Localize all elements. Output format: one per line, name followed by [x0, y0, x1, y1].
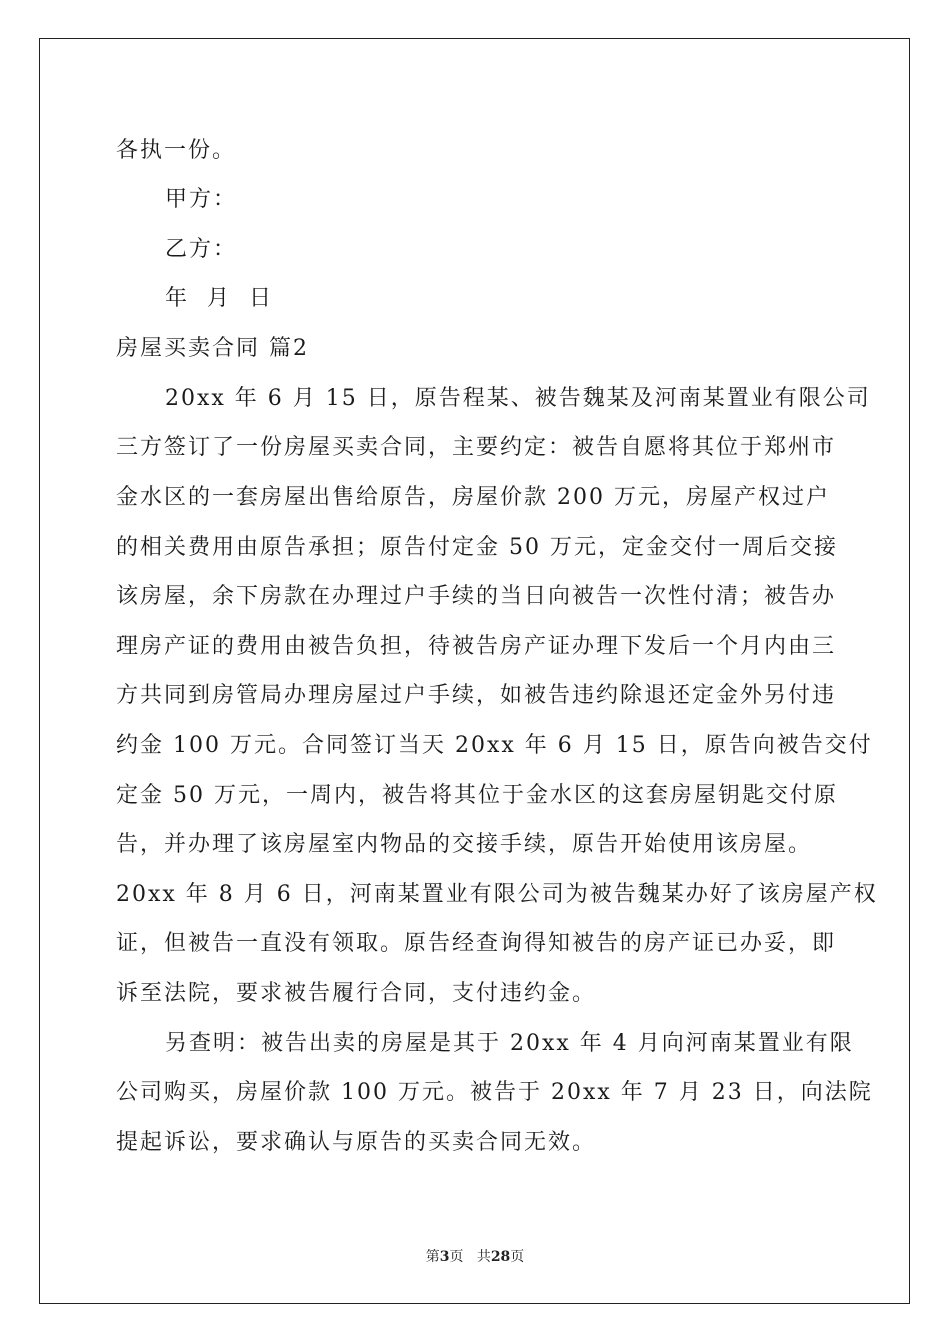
paragraph-line: 理房产证的费用由被告负担，待被告房产证办理下发后一个月内由三 — [116, 634, 837, 659]
footer-total-prefix: 共 — [476, 1249, 491, 1265]
paragraph-line: 金水区的一套房屋出售给原告，房屋价款 200 万元，房屋产权过户 — [116, 485, 830, 510]
party-a-label: 甲方： — [165, 187, 238, 212]
paragraph-line: 诉至法院，要求被告履行合同，支付违约金。 — [116, 981, 597, 1006]
paragraph-line: 方共同到房管局办理房屋过户手续，如被告违约除退还定金外另付违 — [116, 683, 837, 708]
paragraph-line: 的相关费用由原告承担；原告付定金 50 万元，定金交付一周后交接 — [116, 535, 838, 560]
page-footer — [0, 1246, 950, 1266]
section-heading: 房屋买卖合同 篇2 — [116, 336, 309, 361]
paragraph-line: 三方签订了一份房屋买卖合同，主要约定：被告自愿将其位于郑州市 — [116, 435, 837, 460]
footer-total-unit: 页 — [510, 1249, 525, 1265]
paragraph-line: 20xx 年 6 月 15 日，原告程某、被告魏某及河南某置业有限公司 — [165, 386, 871, 411]
page-border — [39, 38, 910, 1304]
footer-prefix: 第 — [425, 1249, 440, 1265]
paragraph-line: 证，但被告一直没有领取。原告经查询得知被告的房产证已办妥，即 — [116, 931, 837, 956]
paragraph-line: 定金 50 万元，一周内，被告将其位于金水区的这套房屋钥匙交付原 — [116, 783, 838, 808]
paragraph-line: 20xx 年 8 月 6 日，河南某置业有限公司为被告魏某办好了该房屋产权 — [116, 882, 878, 907]
paragraph-line: 约金 100 万元。合同签订当天 20xx 年 6 月 15 日，原告向被告交付 — [116, 733, 873, 758]
party-b-label: 乙方： — [165, 237, 238, 262]
paragraph-line: 另查明：被告出卖的房屋是其于 20xx 年 4 月向河南某置业有限 — [165, 1031, 854, 1056]
current-page-number: 3 — [439, 1249, 450, 1265]
date-label: 年 月 日 — [165, 286, 273, 311]
paragraph-line: 该房屋，余下房款在办理过户手续的当日向被告一次性付清；被告办 — [116, 584, 837, 609]
paragraph-line: 提起诉讼，要求确认与原告的买卖合同无效。 — [116, 1130, 597, 1155]
total-page-count: 28 — [490, 1249, 511, 1265]
paragraph-line: 告，并办理了该房屋室内物品的交接手续，原告开始使用该房屋。 — [116, 832, 813, 857]
paragraph-line: 公司购买，房屋价款 100 万元。被告于 20xx 年 7 月 23 日，向法院 — [116, 1080, 873, 1105]
footer-page-unit: 页 — [449, 1249, 464, 1265]
closing-line: 各执一份。 — [116, 138, 237, 163]
